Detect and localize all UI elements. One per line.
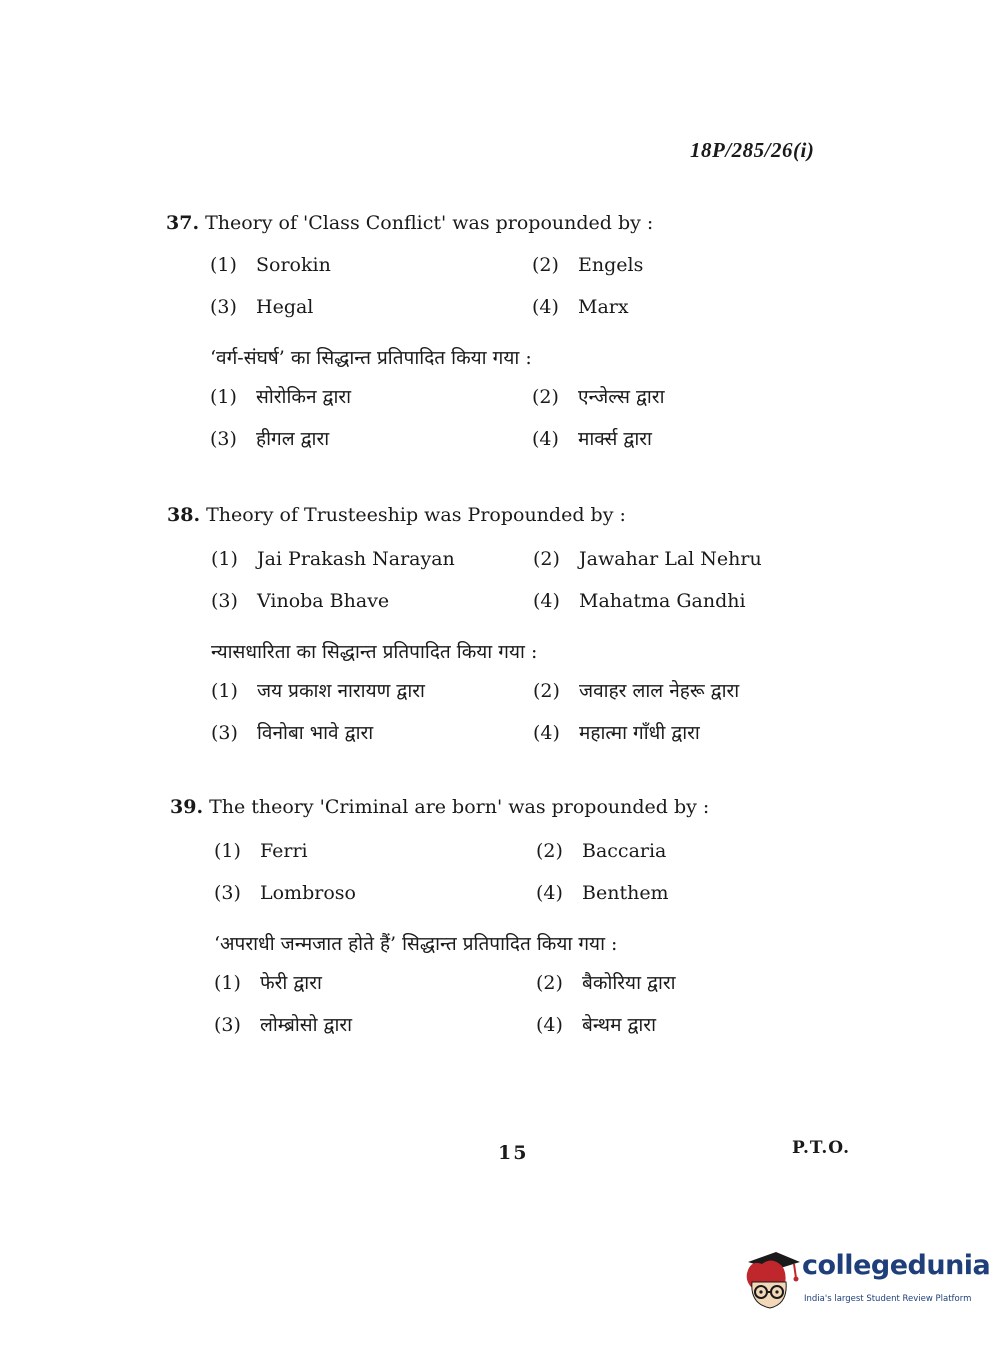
option: (1) जय प्रकाश नारायण द्वारा [211,680,425,702]
option: (4) Mahatma Gandhi [533,590,746,612]
option: (1) Ferri [214,840,308,862]
question-text-hindi: न्यासधारिता का सिद्धान्त प्रतिपादित किया गया : [211,641,538,663]
option: (2) जवाहर लाल नेहरू द्वारा [533,680,740,702]
options-english [210,244,866,328]
brand-name: collegedunia [802,1250,991,1281]
option: (2) बैकोरिया द्वारा [536,972,676,994]
paper-code: 18P/285/26(i) [690,138,815,162]
question-number: 37. [166,212,200,234]
option: (3) Hegal [210,296,314,318]
question-text-hindi: ‘अपराधी जन्मजात होते हैं’ सिद्धान्त प्रतिपादित किया गया : [214,933,618,955]
brand-tagline: India's largest Student Review Platform [804,1294,972,1304]
option: (2) Jawahar Lal Nehru [533,548,762,570]
question-38 [167,504,867,754]
option: (4) Benthem [536,882,669,904]
question-number: 39. [170,796,204,818]
pto-label: P.T.O. [792,1138,850,1158]
question-number: 38. [167,504,201,526]
mascot-icon [742,1248,802,1312]
options-hindi [211,670,867,754]
options-hindi [214,962,870,1046]
option: (1) फेरी द्वारा [214,972,322,994]
options-hindi [210,376,866,460]
page-number: 15 [498,1142,529,1164]
question-39 [170,796,870,1046]
question-text-hindi: ‘वर्ग-संघर्ष’ का सिद्धान्त प्रतिपादित किया गया : [210,347,532,369]
question-text: The theory 'Criminal are born' was propounded by : [209,796,710,818]
option: (3) हीगल द्वारा [210,428,330,450]
option: (4) बेन्थम द्वारा [536,1014,657,1036]
question-text: Theory of 'Class Conflict' was propounded by : [205,212,654,234]
option: (1) Jai Prakash Narayan [211,548,455,570]
option: (4) Marx [532,296,629,318]
option: (2) एन्जेल्स द्वारा [532,386,665,408]
option: (2) Baccaria [536,840,667,862]
option: (4) मार्क्स द्वारा [532,428,652,450]
option: (3) Lombroso [214,882,356,904]
option: (2) Engels [532,254,644,276]
question-37 [166,212,866,460]
collegedunia-watermark [742,1248,991,1312]
options-english [211,538,867,622]
options-english [214,830,870,914]
option: (1) Sorokin [210,254,331,276]
option: (1) सोरोकिन द्वारा [210,386,352,408]
option: (3) लोम्ब्रोसो द्वारा [214,1014,353,1036]
option: (3) Vinoba Bhave [211,590,390,612]
option: (4) महात्मा गाँधी द्वारा [533,722,700,744]
question-text: Theory of Trusteeship was Propounded by : [206,504,626,526]
option: (3) विनोबा भावे द्वारा [211,722,374,744]
